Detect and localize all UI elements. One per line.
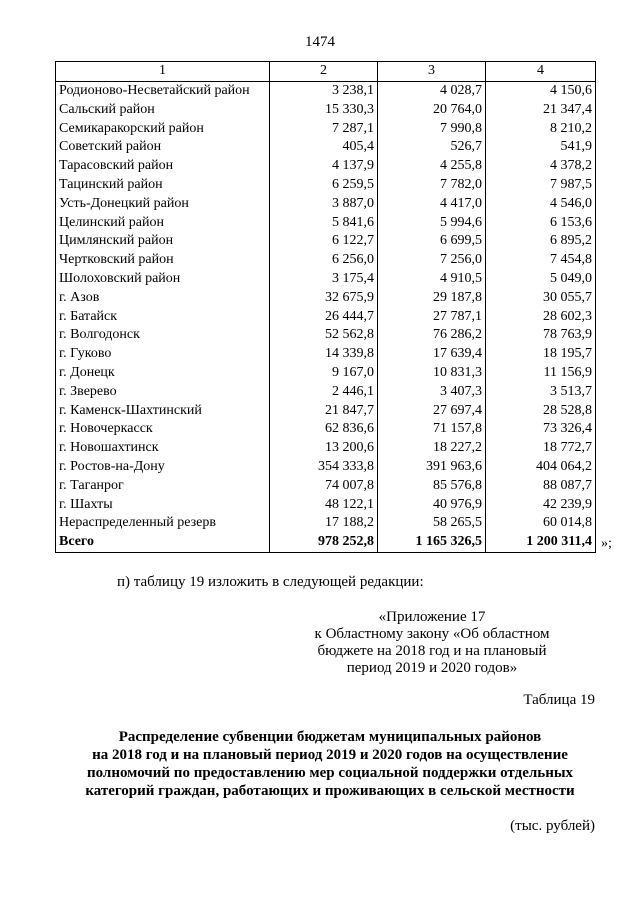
- amount-2019: 4 255,8: [378, 157, 486, 176]
- amount-2019: 17 639,4: [378, 345, 486, 364]
- table-row: [56, 458, 596, 477]
- table-row: [56, 420, 596, 439]
- table-row: [56, 251, 596, 270]
- appendix-reference: [312, 609, 552, 677]
- column-header-1: 1: [56, 62, 270, 82]
- amount-2019: 5 994,6: [378, 214, 486, 233]
- amount-2018: 5 841,6: [270, 214, 378, 233]
- amount-2020: 7 454,8: [486, 251, 596, 270]
- table-row: [56, 289, 596, 308]
- table-row: [56, 270, 596, 289]
- territory-name: Родионово-Несветайский район: [56, 82, 270, 101]
- amount-2018: 6 259,5: [270, 176, 378, 195]
- amount-2018: 15 330,3: [270, 101, 378, 120]
- amount-2018: 9 167,0: [270, 364, 378, 383]
- total-label: Всего: [56, 533, 270, 552]
- amount-2020: 60 014,8: [486, 514, 596, 533]
- total-row: [56, 533, 596, 552]
- amount-2018: 4 137,9: [270, 157, 378, 176]
- amount-2020: 6 895,2: [486, 232, 596, 251]
- amount-2019: 391 963,6: [378, 458, 486, 477]
- territory-name: Шолоховский район: [56, 270, 270, 289]
- territory-name: Тацинский район: [56, 176, 270, 195]
- heading-line: категорий граждан, работающих и проживающих в сельской местности: [85, 783, 575, 799]
- amount-2020: 21 347,4: [486, 101, 596, 120]
- amount-2018: 48 122,1: [270, 496, 378, 515]
- amount-2019: 7 256,0: [378, 251, 486, 270]
- amount-2019: 85 576,8: [378, 477, 486, 496]
- column-header-4: 4: [486, 62, 596, 82]
- amendment-instruction: п) таблицу 19 изложить в следующей редакции:: [117, 574, 424, 590]
- closing-quote: »;: [601, 536, 612, 551]
- territory-name: г. Новошахтинск: [56, 439, 270, 458]
- amount-2020: 28 602,3: [486, 308, 596, 327]
- amount-2018: 32 675,9: [270, 289, 378, 308]
- table-row: [56, 477, 596, 496]
- amount-2020: 5 049,0: [486, 270, 596, 289]
- amount-2019: 10 831,3: [378, 364, 486, 383]
- amount-2018: 3 887,0: [270, 195, 378, 214]
- amount-2018: 2 446,1: [270, 383, 378, 402]
- total-amount-2019: 1 165 326,5: [378, 533, 486, 552]
- heading-line: на 2018 год и на плановый период 2019 и 2020 годов на осуществление: [92, 747, 568, 763]
- units-note: (тыс. рублей): [510, 818, 595, 834]
- territory-name: г. Батайск: [56, 308, 270, 327]
- page-number: 1474: [305, 34, 335, 50]
- amount-2018: 6 122,7: [270, 232, 378, 251]
- heading-line: Распределение субвенции бюджетам муниципальных районов: [118, 729, 542, 745]
- table-body: [56, 82, 596, 553]
- amount-2020: 3 513,7: [486, 383, 596, 402]
- amount-2018: 7 287,1: [270, 120, 378, 139]
- amount-2019: 18 227,2: [378, 439, 486, 458]
- territory-name: г. Волгодонск: [56, 326, 270, 345]
- table-label: Таблица 19: [523, 692, 595, 708]
- amount-2018: 17 188,2: [270, 514, 378, 533]
- territory-name: г. Каменск-Шахтинский: [56, 402, 270, 421]
- territory-name: Чертковский район: [56, 251, 270, 270]
- table-row: [56, 308, 596, 327]
- territory-name: г. Донецк: [56, 364, 270, 383]
- table-row: [56, 326, 596, 345]
- amount-2020: 73 326,4: [486, 420, 596, 439]
- appendix-line: к Областному закону «Об областном: [314, 626, 550, 642]
- amount-2020: 4 546,0: [486, 195, 596, 214]
- table-row: [56, 364, 596, 383]
- amount-2018: 6 256,0: [270, 251, 378, 270]
- table-row: [56, 232, 596, 251]
- table-row: [56, 402, 596, 421]
- total-amount-2020: 1 200 311,4: [486, 533, 596, 552]
- amount-2020: 4 150,6: [486, 82, 596, 101]
- column-header-3: 3: [378, 62, 486, 82]
- territory-name: г. Гуково: [56, 345, 270, 364]
- table-row: [56, 514, 596, 533]
- table-row: [56, 120, 596, 139]
- territory-name: г. Зверево: [56, 383, 270, 402]
- table-row: [56, 383, 596, 402]
- table-row: [56, 496, 596, 515]
- appendix-line: бюджете на 2018 год и на плановый: [317, 643, 547, 659]
- amount-2018: 74 007,8: [270, 477, 378, 496]
- territory-name: Сальский район: [56, 101, 270, 120]
- appendix-line: «Приложение 17: [378, 609, 486, 625]
- territory-name: Цимлянский район: [56, 232, 270, 251]
- table-row: [56, 138, 596, 157]
- amount-2020: 88 087,7: [486, 477, 596, 496]
- amount-2020: 78 763,9: [486, 326, 596, 345]
- amount-2019: 27 697,4: [378, 402, 486, 421]
- amount-2019: 4 417,0: [378, 195, 486, 214]
- heading-line: полномочий по предоставлению мер социальной поддержки отдельных: [86, 765, 574, 781]
- table-header-row: [56, 62, 596, 82]
- amount-2020: 541,9: [486, 138, 596, 157]
- amount-2018: 405,4: [270, 138, 378, 157]
- amount-2020: 4 378,2: [486, 157, 596, 176]
- territory-name: Нераспределенный резерв: [56, 514, 270, 533]
- territory-name: Тарасовский район: [56, 157, 270, 176]
- amount-2020: 18 195,7: [486, 345, 596, 364]
- amount-2019: 7 782,0: [378, 176, 486, 195]
- territory-name: г. Таганрог: [56, 477, 270, 496]
- amount-2019: 58 265,5: [378, 514, 486, 533]
- table-row: [56, 101, 596, 120]
- territory-name: г. Новочеркасск: [56, 420, 270, 439]
- table-row: [56, 176, 596, 195]
- amount-2020: 6 153,6: [486, 214, 596, 233]
- territory-name: г. Ростов-на-Дону: [56, 458, 270, 477]
- subvention-table: [55, 61, 596, 553]
- amount-2019: 27 787,1: [378, 308, 486, 327]
- territory-name: Советский район: [56, 138, 270, 157]
- amount-2019: 4 910,5: [378, 270, 486, 289]
- amount-2020: 28 528,8: [486, 402, 596, 421]
- column-header-2: 2: [270, 62, 378, 82]
- amount-2019: 3 407,3: [378, 383, 486, 402]
- amount-2019: 7 990,8: [378, 120, 486, 139]
- total-amount-2018: 978 252,8: [270, 533, 378, 552]
- table-row: [56, 195, 596, 214]
- amount-2020: 18 772,7: [486, 439, 596, 458]
- amount-2020: 404 064,2: [486, 458, 596, 477]
- amount-2019: 20 764,0: [378, 101, 486, 120]
- table-heading: [40, 728, 620, 800]
- amount-2018: 13 200,6: [270, 439, 378, 458]
- amount-2018: 3 175,4: [270, 270, 378, 289]
- amount-2020: 8 210,2: [486, 120, 596, 139]
- amount-2019: 40 976,9: [378, 496, 486, 515]
- territory-name: г. Азов: [56, 289, 270, 308]
- amount-2018: 26 444,7: [270, 308, 378, 327]
- table-row: [56, 157, 596, 176]
- amount-2018: 21 847,7: [270, 402, 378, 421]
- amount-2018: 62 836,6: [270, 420, 378, 439]
- amount-2018: 354 333,8: [270, 458, 378, 477]
- amount-2019: 4 028,7: [378, 82, 486, 101]
- amount-2018: 3 238,1: [270, 82, 378, 101]
- amount-2019: 76 286,2: [378, 326, 486, 345]
- table-row: [56, 345, 596, 364]
- amount-2018: 52 562,8: [270, 326, 378, 345]
- territory-name: Целинский район: [56, 214, 270, 233]
- appendix-line: период 2019 и 2020 годов»: [346, 660, 518, 676]
- table-row: [56, 214, 596, 233]
- amount-2019: 6 699,5: [378, 232, 486, 251]
- amount-2018: 14 339,8: [270, 345, 378, 364]
- table-row: [56, 82, 596, 101]
- amount-2020: 11 156,9: [486, 364, 596, 383]
- amount-2020: 42 239,9: [486, 496, 596, 515]
- territory-name: Усть-Донецкий район: [56, 195, 270, 214]
- amount-2019: 526,7: [378, 138, 486, 157]
- amount-2020: 7 987,5: [486, 176, 596, 195]
- territory-name: Семикаракорский район: [56, 120, 270, 139]
- amount-2020: 30 055,7: [486, 289, 596, 308]
- amount-2019: 71 157,8: [378, 420, 486, 439]
- amount-2019: 29 187,8: [378, 289, 486, 308]
- table-row: [56, 439, 596, 458]
- territory-name: г. Шахты: [56, 496, 270, 515]
